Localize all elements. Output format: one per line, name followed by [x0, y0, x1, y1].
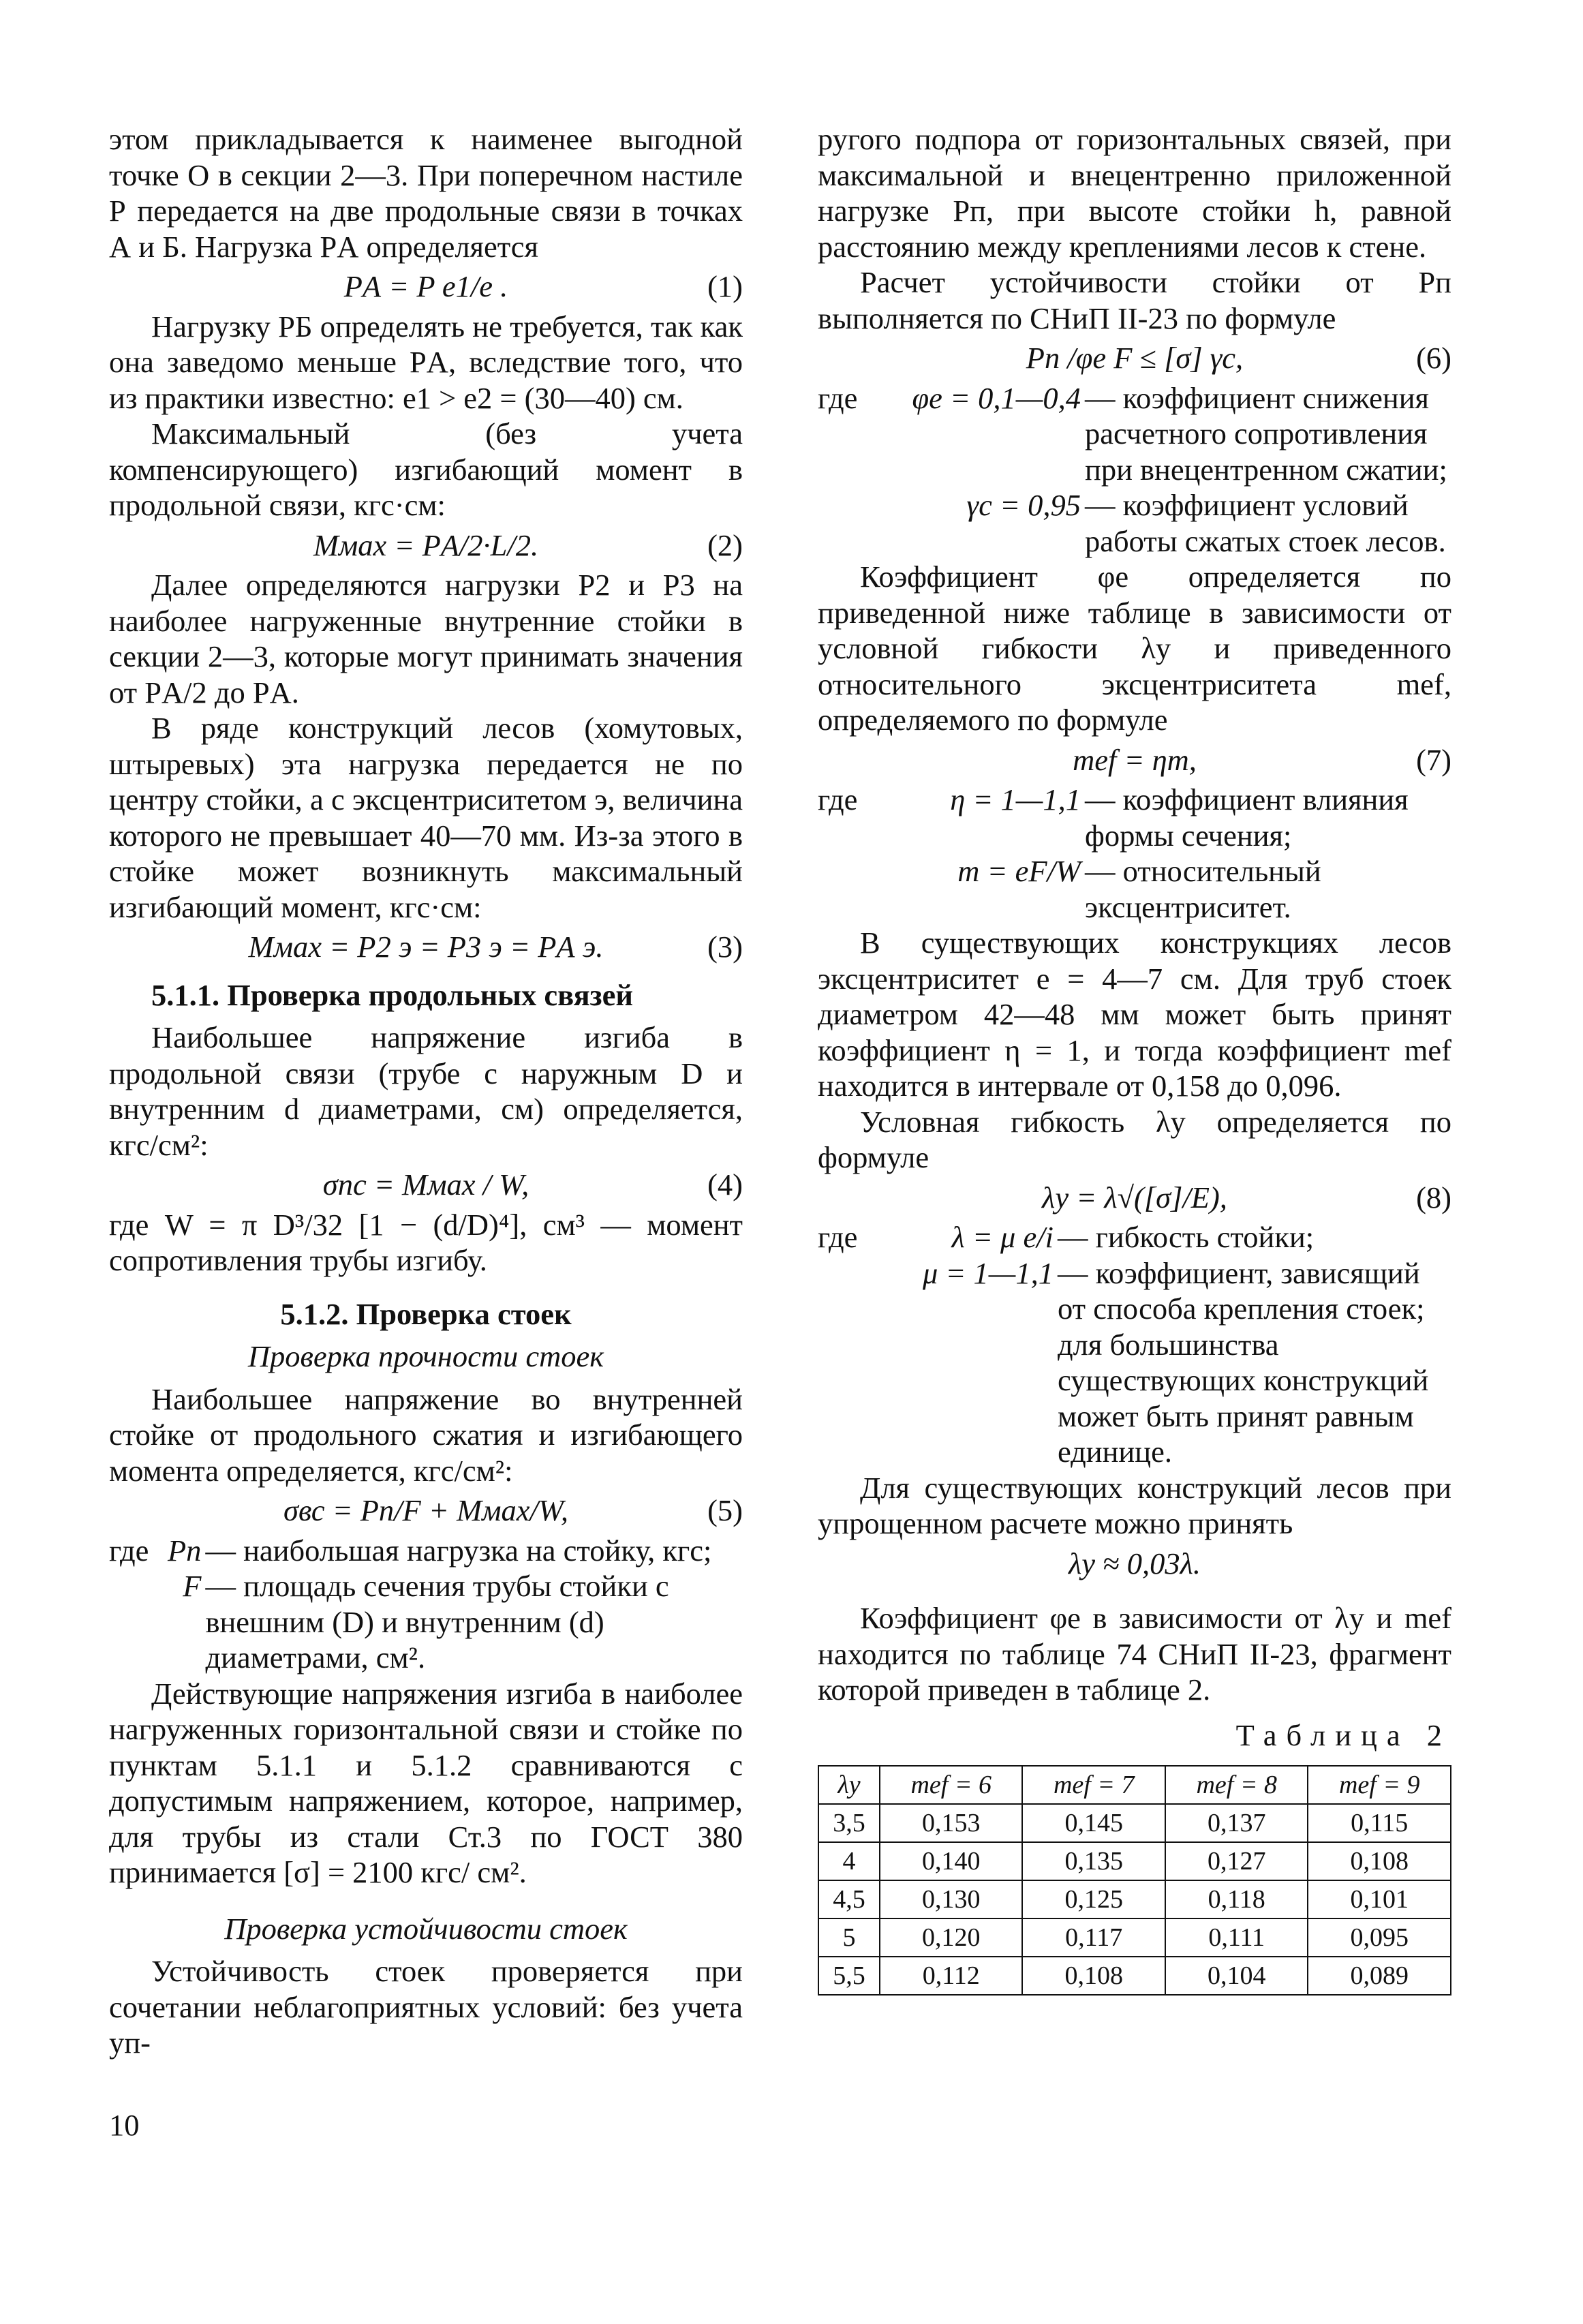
- paragraph: Максимальный (без учета компенсирующего) изгибающий момент в продольной связи, кгс·см:: [109, 416, 743, 522]
- formula-7: mef = ηm, (7): [1073, 742, 1451, 777]
- page-number: 10: [109, 2108, 140, 2142]
- paragraph: Действующие напряжения изгиба в наиболее нагруженных горизонтальной связи и стойке по пунктам 5.1.1 и 5.1.2 сравниваются с допустимым напряжением, которое, например, для трубы из стали Ст.3 по ГОСТ 380 принимается [σ] = 2100 кгс/ см².: [109, 1676, 743, 1889]
- table-row: [818, 1880, 1451, 1918]
- table-cell: 0,117: [1022, 1918, 1165, 1957]
- formula-2: Mмах = PА/2·L/2. (2): [313, 528, 743, 562]
- table-cell: 0,095: [1308, 1918, 1451, 1957]
- table-cell: 0,120: [880, 1918, 1022, 1957]
- table-cell: 0,145: [1022, 1804, 1165, 1842]
- paragraph: Коэффициент φe определяется по приведенной ниже таблице в зависимости от условной гибкости λy и приведенного относительного эксцентриситета mef, определяемого по формуле: [818, 560, 1451, 737]
- table-row: [818, 1918, 1451, 1957]
- table-header-cell: mef = 7: [1022, 1766, 1165, 1804]
- paragraph: Наибольшее напряжение во внутренней стойке от продольного сжатия и изгибающего момента определяется, кгс/см²:: [109, 1381, 743, 1488]
- table-cell: 0,118: [1165, 1880, 1308, 1918]
- paragraph: В ряде конструкций лесов (хомутовых, штыревых) эта нагрузка передается не по центру стойки, а с эксцентриситетом э, величина которого не превышает 40—70 мм. Из-за этого в стойке может возникнуть максимальный изгибающий момент, кгс·см:: [109, 711, 743, 924]
- table-cell: 0,135: [1022, 1842, 1165, 1880]
- table-header-cell: λy: [818, 1766, 880, 1804]
- left-column: [109, 121, 743, 2061]
- table-cell: 5: [818, 1918, 880, 1957]
- paragraph: Далее определяются нагрузки P2 и P3 на наиболее нагруженные внутренние стойки в секции 2—3, которые могут принимать значения от PА/2 до PА.: [109, 568, 743, 709]
- table-cell: 5,5: [818, 1957, 880, 1995]
- paragraph: где W = π D³/32 [1 − (d/D)⁴], см³ — момент сопротивления трубы изгибу.: [109, 1207, 743, 1277]
- table-header-cell: mef = 8: [1165, 1766, 1308, 1804]
- table-cell: 0,108: [1308, 1842, 1451, 1880]
- table-cell: 3,5: [818, 1804, 880, 1842]
- paragraph: В существующих конструкциях лесов эксцентриситет e = 4—7 см. Для труб стоек диаметром 42—48 мм может быть принят коэффициент η = 1, и тогда коэффициент mef находится в интервале от 0,158 до 0,096.: [818, 926, 1451, 1103]
- paragraph: Коэффициент φe в зависимости от λy и mef находится по таблице 74 СНиП II-23, фрагмент которой приведен в таблице 2.: [818, 1601, 1451, 1707]
- formula-4: σпс = Mмах / W, (4): [322, 1167, 743, 1202]
- definition-list: где φe = 0,1—0,4 — коэффициент снижения расчетного сопротивления при внецентренном сжатии; γc = 0,95 — коэффициент условий работы сжатых стоек лесов.: [818, 380, 1447, 558]
- table-cell: 0,111: [1165, 1918, 1308, 1957]
- table-header-row: [818, 1766, 1451, 1804]
- right-column: [818, 121, 1451, 1996]
- table-cell: 0,108: [1022, 1957, 1165, 1995]
- table-cell: 0,137: [1165, 1804, 1308, 1842]
- table-cell: 0,127: [1165, 1842, 1308, 1880]
- paragraph: Устойчивость стоек проверяется при сочетании неблагоприятных условий: без учета уп-: [109, 1954, 743, 2060]
- paragraph: Для существующих конструкций лесов при упрощенном расчете можно принять: [818, 1470, 1451, 1540]
- formula-6: Pп /φe F ≤ [σ] γc, (6): [1026, 341, 1451, 375]
- formula-8: λy = λ√([σ]/E), (8): [1042, 1180, 1451, 1214]
- table-cell: 0,130: [880, 1880, 1022, 1918]
- table-header-cell: mef = 9: [1308, 1766, 1451, 1804]
- paragraph: Наибольшее напряжение изгиба в продольной связи (трубе с наружным D и внутренним d диаметрами, см) определяется, кгс/см²:: [109, 1020, 743, 1162]
- table-cell: 0,112: [880, 1957, 1022, 1995]
- coefficient-table: [818, 1765, 1451, 1996]
- table-row: [818, 1842, 1451, 1880]
- definition-list: где λ = μ e/i — гибкость стойки; μ = 1—1,1 — коэффициент, зависящий от способа крепления стоек; для большинства существующих конструкций может быть принят равным единице.: [818, 1220, 1429, 1469]
- table-cell: 0,101: [1308, 1880, 1451, 1918]
- formula-3: Mмах = P2 э = P3 э = PА э. (3): [248, 930, 743, 964]
- paragraph: этом прикладывается к наименее выгодной точке О в секции 2—3. При поперечном настиле Р передается на две продольные связи в точках А и Б. Нагрузка PА определяется: [109, 122, 743, 264]
- paragraph: Условная гибкость λy определяется по формуле: [818, 1104, 1451, 1174]
- table-cell: 0,125: [1022, 1880, 1165, 1918]
- table-cell: 0,115: [1308, 1804, 1451, 1842]
- table-row: [818, 1804, 1451, 1842]
- subheading: Проверка прочности стоек: [247, 1339, 604, 1373]
- section-heading: 5.1.1. Проверка продольных связей: [151, 977, 633, 1012]
- paragraph: ругого подпора от горизонтальных связей, при максимальной и внецентренно приложенной нагрузке Pп, при высоте стойки h, равной расстоянию между креплениями лесов к стене.: [818, 122, 1451, 264]
- definition-list: где η = 1—1,1 — коэффициент влияния формы сечения; m = eF/W — относительный эксцентриситет.: [818, 782, 1409, 924]
- definition-list: где Pп — наибольшая нагрузка на стойку, кгс; F — площадь сечения трубы стойки с внешним (D) и внутренним (d) диаметрами, см².: [109, 1533, 712, 1675]
- table-cell: 4: [818, 1842, 880, 1880]
- table-cell: 4,5: [818, 1880, 880, 1918]
- table-cell: 0,153: [880, 1804, 1022, 1842]
- table-cell: 0,140: [880, 1842, 1022, 1880]
- formula-9: λy ≈ 0,03λ.: [1069, 1546, 1201, 1580]
- table-caption: Таблица 2: [1235, 1717, 1451, 1752]
- subheading: Проверка устойчивости стоек: [224, 1911, 628, 1946]
- table-header-cell: mef = 6: [880, 1766, 1022, 1804]
- section-heading: 5.1.2. Проверка стоек: [280, 1296, 572, 1331]
- paragraph: Расчет устойчивости стойки от Pп выполняется по СНиП II-23 по формуле: [818, 265, 1451, 335]
- table-row: [818, 1957, 1451, 1995]
- table-cell: 0,089: [1308, 1957, 1451, 1995]
- paragraph: Нагрузку PБ определять не требуется, так как она заведомо меньше PА, вследствие того, что из практики известно: e1 > e2 = (30—40) см.: [109, 309, 743, 415]
- table-cell: 0,104: [1165, 1957, 1308, 1995]
- formula-1: PА = P e1/e . (1): [343, 269, 743, 303]
- formula-5: σвс = Pп/F + Mмах/W, (5): [283, 1493, 743, 1527]
